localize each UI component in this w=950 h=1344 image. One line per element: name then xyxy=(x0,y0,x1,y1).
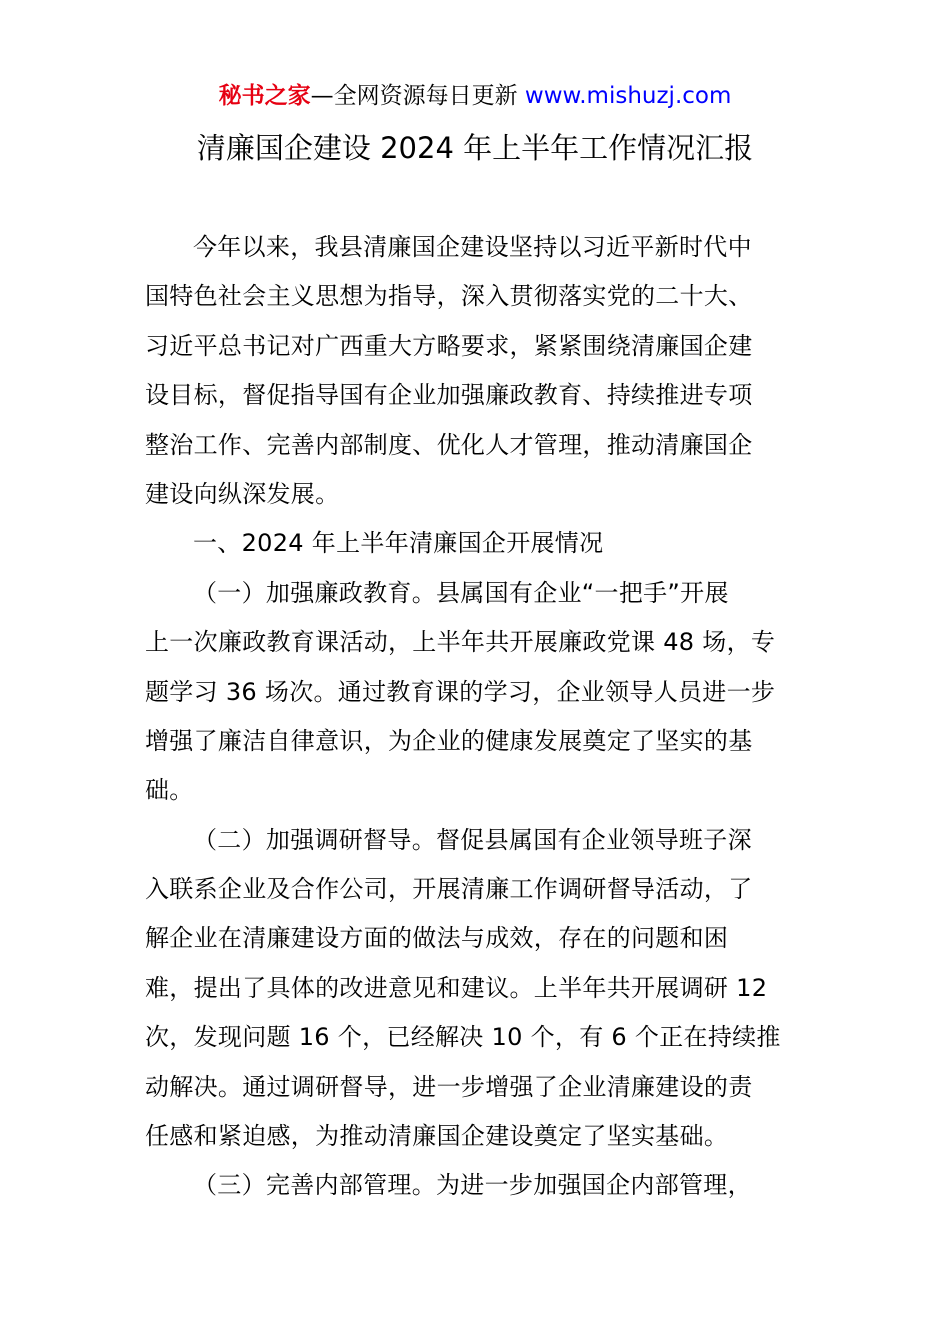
paragraph-line: （二）加强调研督导。督促县属国有企业领导班子深 xyxy=(193,825,752,854)
paragraph-line: 增强了廉洁自律意识，为企业的健康发展奠定了坚实的基 xyxy=(145,726,753,755)
document-title: 清廉国企建设 2024 年上半年工作情况汇报 xyxy=(196,131,754,165)
paragraph-line: 次，发现问题 16 个，已经解决 10 个，有 6 个正在持续推 xyxy=(145,1023,781,1052)
paragraph-line: 习近平总书记对广西重大方略要求，紧紧围绕清廉国企建 xyxy=(145,331,753,360)
site-header xyxy=(0,80,950,112)
paragraph-line: （一）加强廉政教育。县属国有企业“一把手”开展 xyxy=(193,578,729,607)
paragraph-line: 难，提出了具体的改进意见和建议。上半年共开展调研 12 xyxy=(145,973,768,1002)
paragraph-line: 解企业在清廉建设方面的做法与成效，存在的问题和困 xyxy=(145,924,729,953)
section-heading: 一、2024 年上半年清廉国企开展情况 xyxy=(193,529,604,558)
paragraph-line: 建设向纵深发展。 xyxy=(145,479,340,508)
site-url-link[interactable]: www.mishuzj.com xyxy=(524,83,732,109)
paragraph-line: 整治工作、完善内部制度、优化人才管理，推动清廉国企 xyxy=(145,430,753,459)
paragraph-line: 动解决。通过调研督导，进一步增强了企业清廉建设的责 xyxy=(145,1072,753,1101)
site-tagline: —全网资源每日更新 xyxy=(310,83,525,109)
site-brand: 秘书之家 xyxy=(218,83,311,109)
document-body xyxy=(145,227,815,1215)
paragraph-line: 题学习 36 场次。通过教育课的学习，企业领导人员进一步 xyxy=(145,677,776,706)
paragraph-line: 国特色社会主义思想为指导，深入贯彻落实党的二十大、 xyxy=(145,282,753,311)
paragraph-line: 础。 xyxy=(145,776,194,805)
paragraph-line: （三）完善内部管理。为进一步加强国企内部管理， xyxy=(193,1171,752,1200)
paragraph-line: 设目标，督促指导国有企业加强廉政教育、持续推进专项 xyxy=(145,381,753,410)
paragraph-line: 任感和紧迫感，为推动清廉国企建设奠定了坚实基础。 xyxy=(145,1122,729,1151)
paragraph-line: 今年以来，我县清廉国企建设坚持以习近平新时代中 xyxy=(193,233,752,261)
paragraph-line: 上一次廉政教育课活动，上半年共开展廉政党课 48 场，专 xyxy=(145,628,776,657)
paragraph-line: 入联系企业及合作公司，开展清廉工作调研督导活动，了 xyxy=(145,875,753,904)
